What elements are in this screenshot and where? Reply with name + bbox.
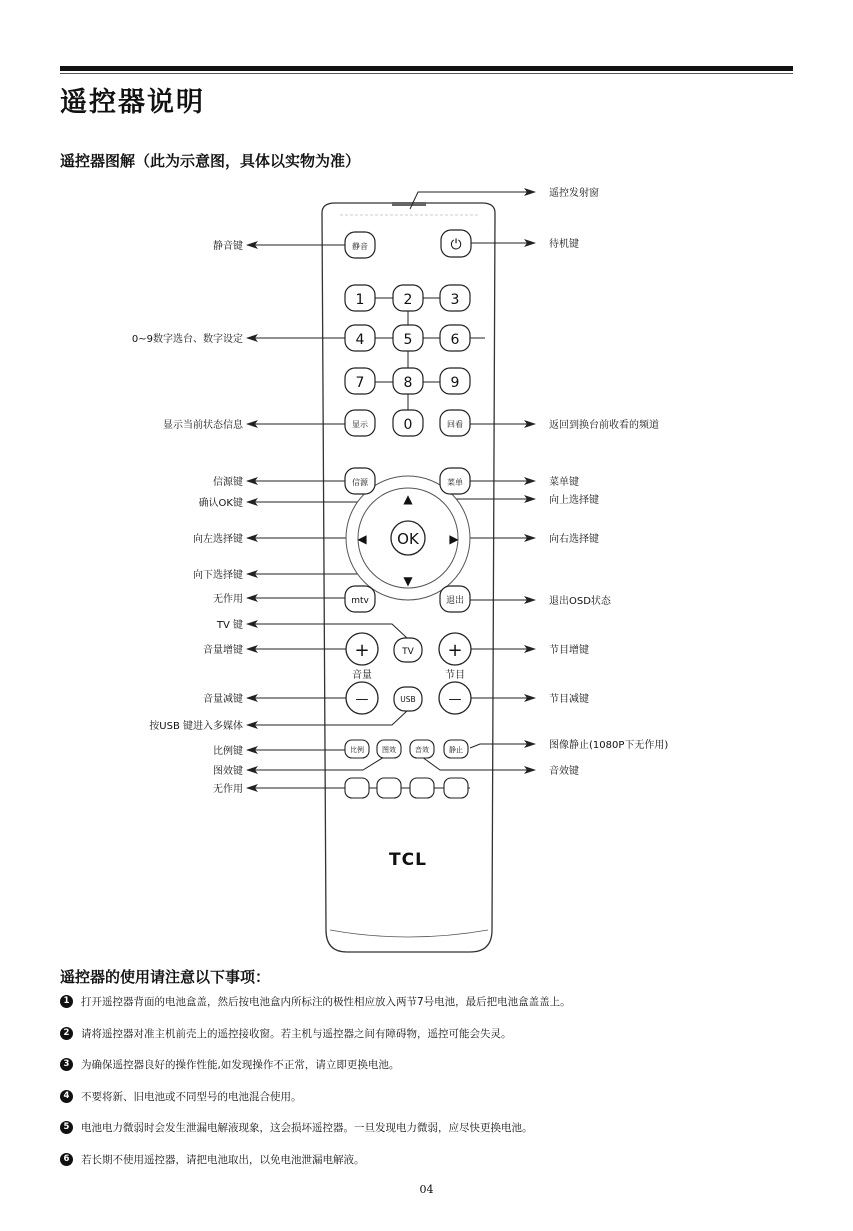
- note-item: [60, 1055, 571, 1087]
- program-label: 节目: [445, 670, 465, 681]
- digit-8-label: 8: [403, 375, 413, 391]
- recall-button-label: 回看: [447, 420, 463, 429]
- up-arrow-icon[interactable]: ▲: [403, 492, 413, 506]
- note-text: 不要将新、旧电池或不同型号的电池混合使用。: [81, 1090, 302, 1103]
- ir-window: [392, 202, 426, 206]
- note-item: [60, 1118, 571, 1150]
- callout-unused-1: 无作用: [213, 594, 243, 605]
- program-up-label: +: [447, 640, 463, 661]
- mute-button-label: 静音: [352, 242, 368, 251]
- ratio-button-label: 比例: [350, 746, 364, 754]
- callout-prog-down: 节目减键: [549, 694, 589, 705]
- callout-right-key: 向右选择键: [549, 534, 599, 545]
- callout-sound-key: 音效键: [549, 766, 579, 777]
- note-number-badge: 3: [60, 1058, 73, 1071]
- power-icon: ⏻: [450, 237, 462, 253]
- callout-vol-up: 音量增键: [203, 645, 243, 656]
- note-text: 打开遥控器背面的电池盒盖，然后按电池盒内所标注的极性相应放入两节7号电池，最后把电池盒盖盖上。: [81, 996, 571, 1008]
- callout-up-key: 向上选择键: [549, 495, 599, 506]
- right-arrow-icon[interactable]: ▶: [449, 532, 459, 546]
- digit-9-label: 9: [450, 375, 460, 391]
- unused-key-3[interactable]: [410, 778, 434, 798]
- tv-button-label: TV: [402, 647, 414, 657]
- callout-ratio-key: 比例键: [213, 746, 243, 757]
- note-number-badge: 2: [60, 1027, 73, 1040]
- page-title: 遥控器说明: [60, 87, 205, 118]
- note-item: [60, 992, 571, 1024]
- note-number-badge: 1: [60, 995, 73, 1008]
- callout-mute-key: 静音键: [213, 241, 243, 252]
- note-item: [60, 1087, 571, 1119]
- digit-5-label: 5: [403, 332, 413, 348]
- program-down-label: —: [448, 692, 462, 707]
- digit-4-label: 4: [355, 332, 365, 348]
- digit-7-label: 7: [355, 375, 365, 391]
- digit-1-label: 1: [355, 292, 365, 308]
- callout-prog-up: 节目增键: [549, 645, 589, 656]
- callout-exit-osd: 退出OSD状态: [549, 596, 611, 607]
- menu-button-label: 菜单: [447, 478, 463, 487]
- diagram-subtitle: 遥控器图解（此为示意图，具体以实物为准）: [60, 152, 361, 170]
- notes-list: [60, 992, 571, 1182]
- callout-source-key: 信源键: [213, 477, 243, 488]
- unused-key-1[interactable]: [345, 778, 369, 798]
- unused-key-4[interactable]: [444, 778, 468, 798]
- page-number: 04: [419, 1183, 434, 1196]
- note-text: 为确保遥控器良好的操作性能,如发现操作不正常，请立即更换电池。: [81, 1059, 400, 1072]
- callout-unused-2: 无作用: [213, 784, 243, 795]
- note-item: [60, 1024, 571, 1056]
- callout-digits: 0~9数字选台、数字设定: [131, 334, 243, 345]
- note-number-badge: 4: [60, 1090, 73, 1103]
- source-button-label: 信源: [352, 478, 368, 487]
- note-number-badge: 6: [60, 1153, 73, 1166]
- unused-key-2[interactable]: [377, 778, 401, 798]
- digit-0-label: 0: [403, 417, 413, 433]
- note-number-badge: 5: [60, 1121, 73, 1134]
- picture-button-label: 图效: [382, 746, 396, 754]
- volume-label: 音量: [352, 670, 372, 681]
- callout-ok-key: 确认OK键: [198, 498, 243, 509]
- callout-picture-key: 图效键: [213, 766, 243, 777]
- callout-vol-down: 音量减键: [203, 694, 243, 705]
- display-button-label: 显示: [352, 420, 368, 429]
- callout-menu-key: 菜单键: [549, 477, 579, 488]
- sound-button-label: 音效: [415, 746, 429, 754]
- note-text: 电池电力微弱时会发生泄漏电解液现象，这会损坏遥控器。一旦发现电力微弱，应尽快更换电池。: [81, 1122, 533, 1135]
- freeze-button-label: 静止: [449, 746, 463, 754]
- usb-button-label: USB: [400, 695, 416, 704]
- note-item: [60, 1150, 571, 1182]
- callout-recall-channel: 返回到换台前收看的频道: [549, 420, 659, 431]
- callout-display-info: 显示当前状态信息: [163, 420, 243, 431]
- callout-freeze-key: 图像静止(1080P下无作用): [549, 740, 669, 751]
- digit-2-label: 2: [403, 292, 413, 308]
- brand-logo: TCL: [389, 850, 427, 870]
- notes-title: 遥控器的使用请注意以下事项：: [60, 968, 271, 986]
- callout-ir-window: 遥控发射窗: [549, 188, 599, 199]
- note-text: 请将遥控器对准主机前壳上的遥控接收窗。若主机与遥控器之间有障碍物，遥控可能会失灵。: [81, 1027, 512, 1040]
- callout-down-key: 向下选择键: [193, 570, 243, 581]
- digit-6-label: 6: [450, 332, 460, 348]
- note-text: 若长期不使用遥控器，请把电池取出，以免电池泄漏电解液。: [81, 1153, 365, 1166]
- exit-button-label: 退出: [445, 596, 465, 606]
- left-arrow-icon[interactable]: ◀: [357, 532, 367, 546]
- digit-3-label: 3: [450, 292, 460, 308]
- callout-standby-key: 待机键: [549, 239, 579, 250]
- callout-left-key: 向左选择键: [193, 534, 243, 545]
- volume-down-label: —: [355, 692, 369, 707]
- callout-usb-media: 按USB 键进入多媒体: [149, 721, 243, 732]
- down-arrow-icon[interactable]: ▼: [403, 574, 413, 588]
- ok-button-label: OK: [397, 530, 419, 548]
- callout-tv-key: TV 键: [216, 620, 243, 631]
- volume-up-label: +: [354, 640, 370, 661]
- mtv-button-label: mtv: [351, 596, 369, 606]
